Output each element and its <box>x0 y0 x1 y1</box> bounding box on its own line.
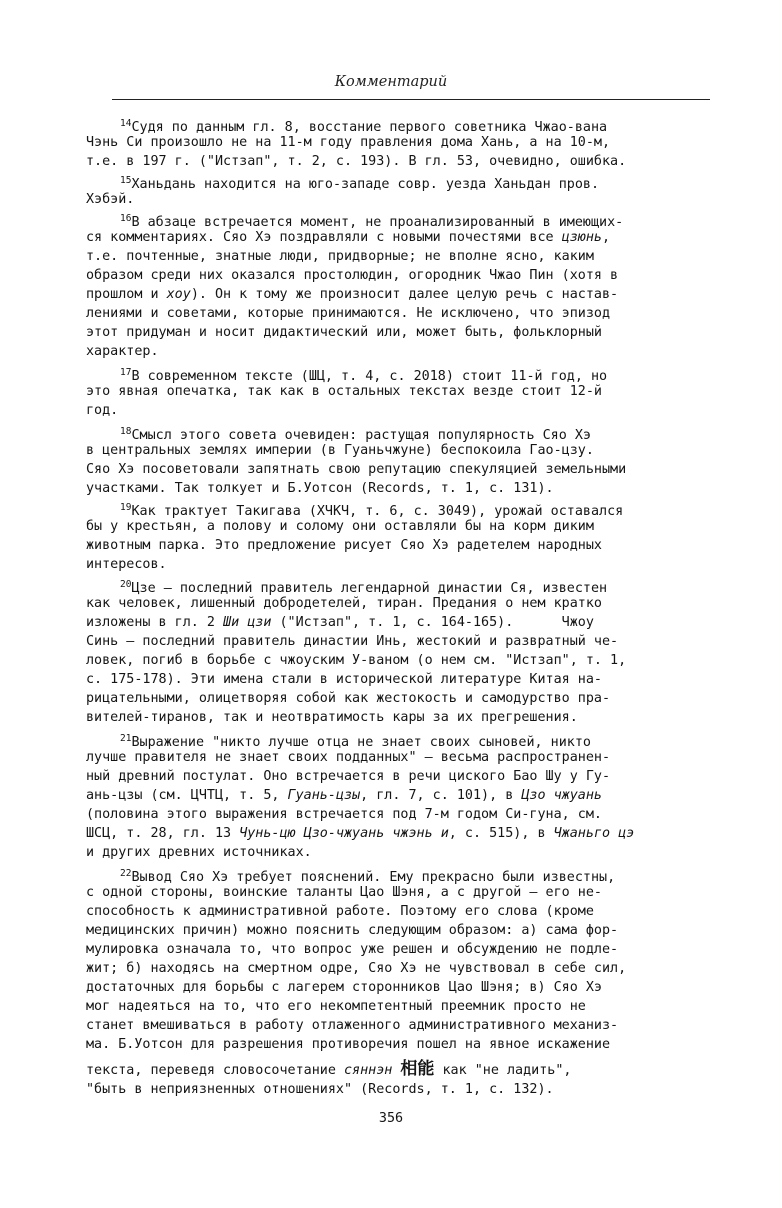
text-line <box>120 210 710 228</box>
italic-term: Ши цзи <box>223 615 272 630</box>
text-line <box>86 286 708 304</box>
text-line <box>86 1060 708 1078</box>
text-line <box>86 709 708 727</box>
page-number: 356 <box>378 1111 404 1126</box>
footnote-number: 16 <box>120 213 132 224</box>
text-run: Смысл этого совета очевиден: растущая популярность Сяо Хэ <box>131 428 591 443</box>
text-run: , с. 515), в <box>448 826 554 841</box>
text-run: (половина этого выражения встречается под 7-м годом Си-гуна, см. <box>86 807 602 822</box>
italic-term: сяннэн <box>343 1063 393 1078</box>
text-run: с. 175-178). Эти имена стали в исторической литературе Китая на- <box>86 672 602 687</box>
text-line <box>86 941 708 959</box>
text-run: В современном тексте (ШЦ, т. 4, с. 2018) стоит 11-й год, но <box>131 369 608 384</box>
text-run: Цзе — последний правитель легендарной династии Ся, известен <box>131 581 608 596</box>
text-run: т.е. в 197 г. ("Истзап", т. 2, с. 193). В гл. 53, очевидно, ошибка. <box>86 154 627 169</box>
text-run: , <box>601 230 611 245</box>
text-line <box>86 343 708 361</box>
text-run: с одной стороны, воинские таланты Цао Шэня, а с другой — его не- <box>86 885 602 900</box>
text-line <box>86 153 708 171</box>
text-line <box>86 671 708 689</box>
footnote-number: 17 <box>120 367 132 378</box>
text-run: как человек, лишенный добродетелей, тиран. Предания о нем кратко <box>86 596 602 611</box>
text-run: Хэбэй. <box>86 192 135 207</box>
text-run: медицинских причин) можно пояснить следующим образом: а) сама фор- <box>86 923 619 938</box>
text-run: прошлом и <box>86 287 167 302</box>
text-run: ("Истзап", т. 1, с. 164-165). Чжоу <box>271 615 594 630</box>
text-line <box>86 595 708 613</box>
text-line <box>120 730 710 748</box>
chinese-characters: 相能 <box>400 1059 435 1079</box>
text-run: Вывод Сяо Хэ требует пояснений. Ему прекрасно были известны, <box>131 870 616 885</box>
text-run: ). Он к тому же произносит далее целую речь с настав- <box>190 287 619 302</box>
italic-term: хоу <box>166 287 191 302</box>
text-run: образом среди них оказался простолюдин, огородник Чжао Пин (хотя в <box>86 268 619 283</box>
text-run: интересов. <box>86 557 167 572</box>
text-run: лениями и советами, которые принимаются. Не исключено, что эпизод <box>86 306 611 321</box>
text-run: Выражение "никто лучше отца не знает своих сыновей, никто <box>131 735 591 750</box>
text-line <box>86 922 708 940</box>
italic-term: Чжаньго цэ <box>553 826 635 841</box>
text-line <box>86 787 708 805</box>
text-line <box>86 383 708 401</box>
text-run: ловек, погиб в борьбе с чжоуским У-ваном (о нем см. "Истзап", т. 1, <box>86 653 627 668</box>
text-run: это явная опечатка, так как в остальных текстах везде стоит 12-й <box>86 384 602 399</box>
text-line <box>86 998 708 1016</box>
text-line <box>86 480 708 498</box>
text-run: ма. Б.Уотсон для разрешения противоречия пошел на явное искажение <box>86 1037 611 1052</box>
text-run: станет вмешиваться в работу отлаженного административного механиз- <box>86 1018 619 1033</box>
text-line <box>86 844 708 862</box>
text-line <box>86 248 708 266</box>
text-run: и других древних источниках. <box>86 845 312 860</box>
text-run: достаточных для борьбы с лагерем сторонников Цао Шэня; в) Сяо Хэ <box>86 980 602 995</box>
footnote-number: 18 <box>120 426 132 437</box>
text-run: Ханьдань находится на юго-западе совр. уезда Ханьдан пров. <box>131 177 600 192</box>
text-line <box>86 768 708 786</box>
text-line <box>86 1081 708 1099</box>
text-run: год. <box>86 403 119 418</box>
text-line <box>86 191 708 209</box>
text-line <box>120 865 710 883</box>
text-line <box>86 556 708 574</box>
text-run: Сяо Хэ посоветовали запятнать свою репутацию спекуляцией земельными <box>86 462 627 477</box>
text-line <box>120 172 710 190</box>
text-line <box>120 115 710 133</box>
text-line <box>120 576 710 594</box>
text-run: мог надеяться на то, что его некомпетентный преемник просто не <box>86 999 586 1014</box>
text-run: т.е. почтенные, знатные люди, придворные; не вполне ясно, каким <box>86 249 594 264</box>
text-run: участками. Так толкует и Б.Уотсон (Records, т. 1, с. 131). <box>86 481 554 496</box>
text-line <box>86 324 708 342</box>
footnote-number: 20 <box>120 579 132 590</box>
footnote-number: 22 <box>120 868 132 879</box>
text-run: Как трактует Такигава (ХЧКЧ, т. 6, с. 3049), урожай оставался <box>131 504 624 519</box>
text-run: животным парка. Это предложение рисует Сяо Хэ радетелем народных <box>86 538 602 553</box>
text-line <box>86 305 708 323</box>
footnote-number: 21 <box>120 733 132 744</box>
text-line <box>86 402 708 420</box>
text-run: мулировка означала то, что вопрос уже решен и обсуждению не подле- <box>86 942 619 957</box>
footnote-number: 14 <box>120 118 132 129</box>
text-run: изложены в гл. 2 <box>86 615 224 630</box>
text-run: ШСЦ, т. 28, гл. 13 <box>86 826 240 841</box>
text-line <box>86 134 708 152</box>
text-run: рицательными, олицетворяя собой как жестокость и самодурство пра- <box>86 691 611 706</box>
text-line <box>86 461 708 479</box>
text-run: в центральных землях империи (в Гуаньчжуне) беспокоила Гао-цзу. <box>86 443 594 458</box>
text-line <box>86 806 708 824</box>
text-run: Судя по данным гл. 8, восстание первого советника Чжао-вана <box>131 120 608 135</box>
header-rule <box>112 99 710 100</box>
text-line <box>86 1036 708 1054</box>
text-line <box>86 518 708 536</box>
text-line <box>86 229 708 247</box>
text-line <box>86 903 708 921</box>
text-line <box>86 614 708 632</box>
text-line <box>120 364 710 382</box>
text-line <box>86 633 708 651</box>
text-line <box>86 652 708 670</box>
text-line <box>86 537 708 555</box>
text-line <box>86 267 708 285</box>
text-run: способность к административной работе. Поэтому его слова (кроме <box>86 904 594 919</box>
text-line <box>86 749 708 767</box>
text-run: бы у крестьян, а полову и солому они оставляли бы на корм диким <box>86 519 594 534</box>
italic-term: Чунь-цю Цзо-чжуань чжэнь и <box>239 826 449 841</box>
italic-term: Цзо чжуань <box>521 788 602 803</box>
text-run: этот придуман и носит дидактический или, может быть, фольклорный <box>86 325 602 340</box>
text-line <box>86 1017 708 1035</box>
text-run: ся комментариях. Сяо Хэ поздравляли с новыми почестями все <box>86 230 562 245</box>
text-line <box>86 690 708 708</box>
text-line <box>86 825 708 843</box>
text-run: характер. <box>86 344 159 359</box>
text-run: , гл. 7, с. 101), в <box>360 788 522 803</box>
text-line <box>86 979 708 997</box>
text-run: В абзаце встречается момент, не проанализированный в имеющих- <box>131 215 624 230</box>
italic-term: Гуань-цзы <box>287 788 361 803</box>
text-run: ань-цзы (см. ЦЧТЦ, т. 5, <box>86 788 288 803</box>
running-header: Комментарий <box>334 74 448 90</box>
text-line <box>86 960 708 978</box>
text-run: лучше правителя не знает своих подданных" — весьма распространен- <box>86 750 611 765</box>
text-run: вителей-тиранов, так и неотвратимость кары за их прегрешения. <box>86 710 578 725</box>
text-run: жит; б) находясь на смертном одре, Сяо Хэ не чувствовал в себе сил, <box>86 961 627 976</box>
text-line <box>120 499 710 517</box>
text-run: ный древний постулат. Оно встречается в речи циского Бао Шу у Гу- <box>86 769 611 784</box>
text-line <box>86 884 708 902</box>
text-line <box>86 442 708 460</box>
text-run: как "не ладить", <box>434 1063 572 1078</box>
text-line <box>120 423 710 441</box>
footnote-number: 19 <box>120 502 132 513</box>
text-run: Чэнь Си произошло не на 11-м году правления дома Хань, а на 10-м, <box>86 135 611 150</box>
text-run: текста, переведя словосочетание <box>86 1063 344 1078</box>
text-run: "быть в неприязненных отношениях" (Records, т. 1, с. 132). <box>86 1082 554 1097</box>
footnote-number: 15 <box>120 175 132 186</box>
text-run: Синь — последний правитель династии Инь, жестокий и развратный че- <box>86 634 619 649</box>
italic-term: цзюнь <box>561 230 602 245</box>
